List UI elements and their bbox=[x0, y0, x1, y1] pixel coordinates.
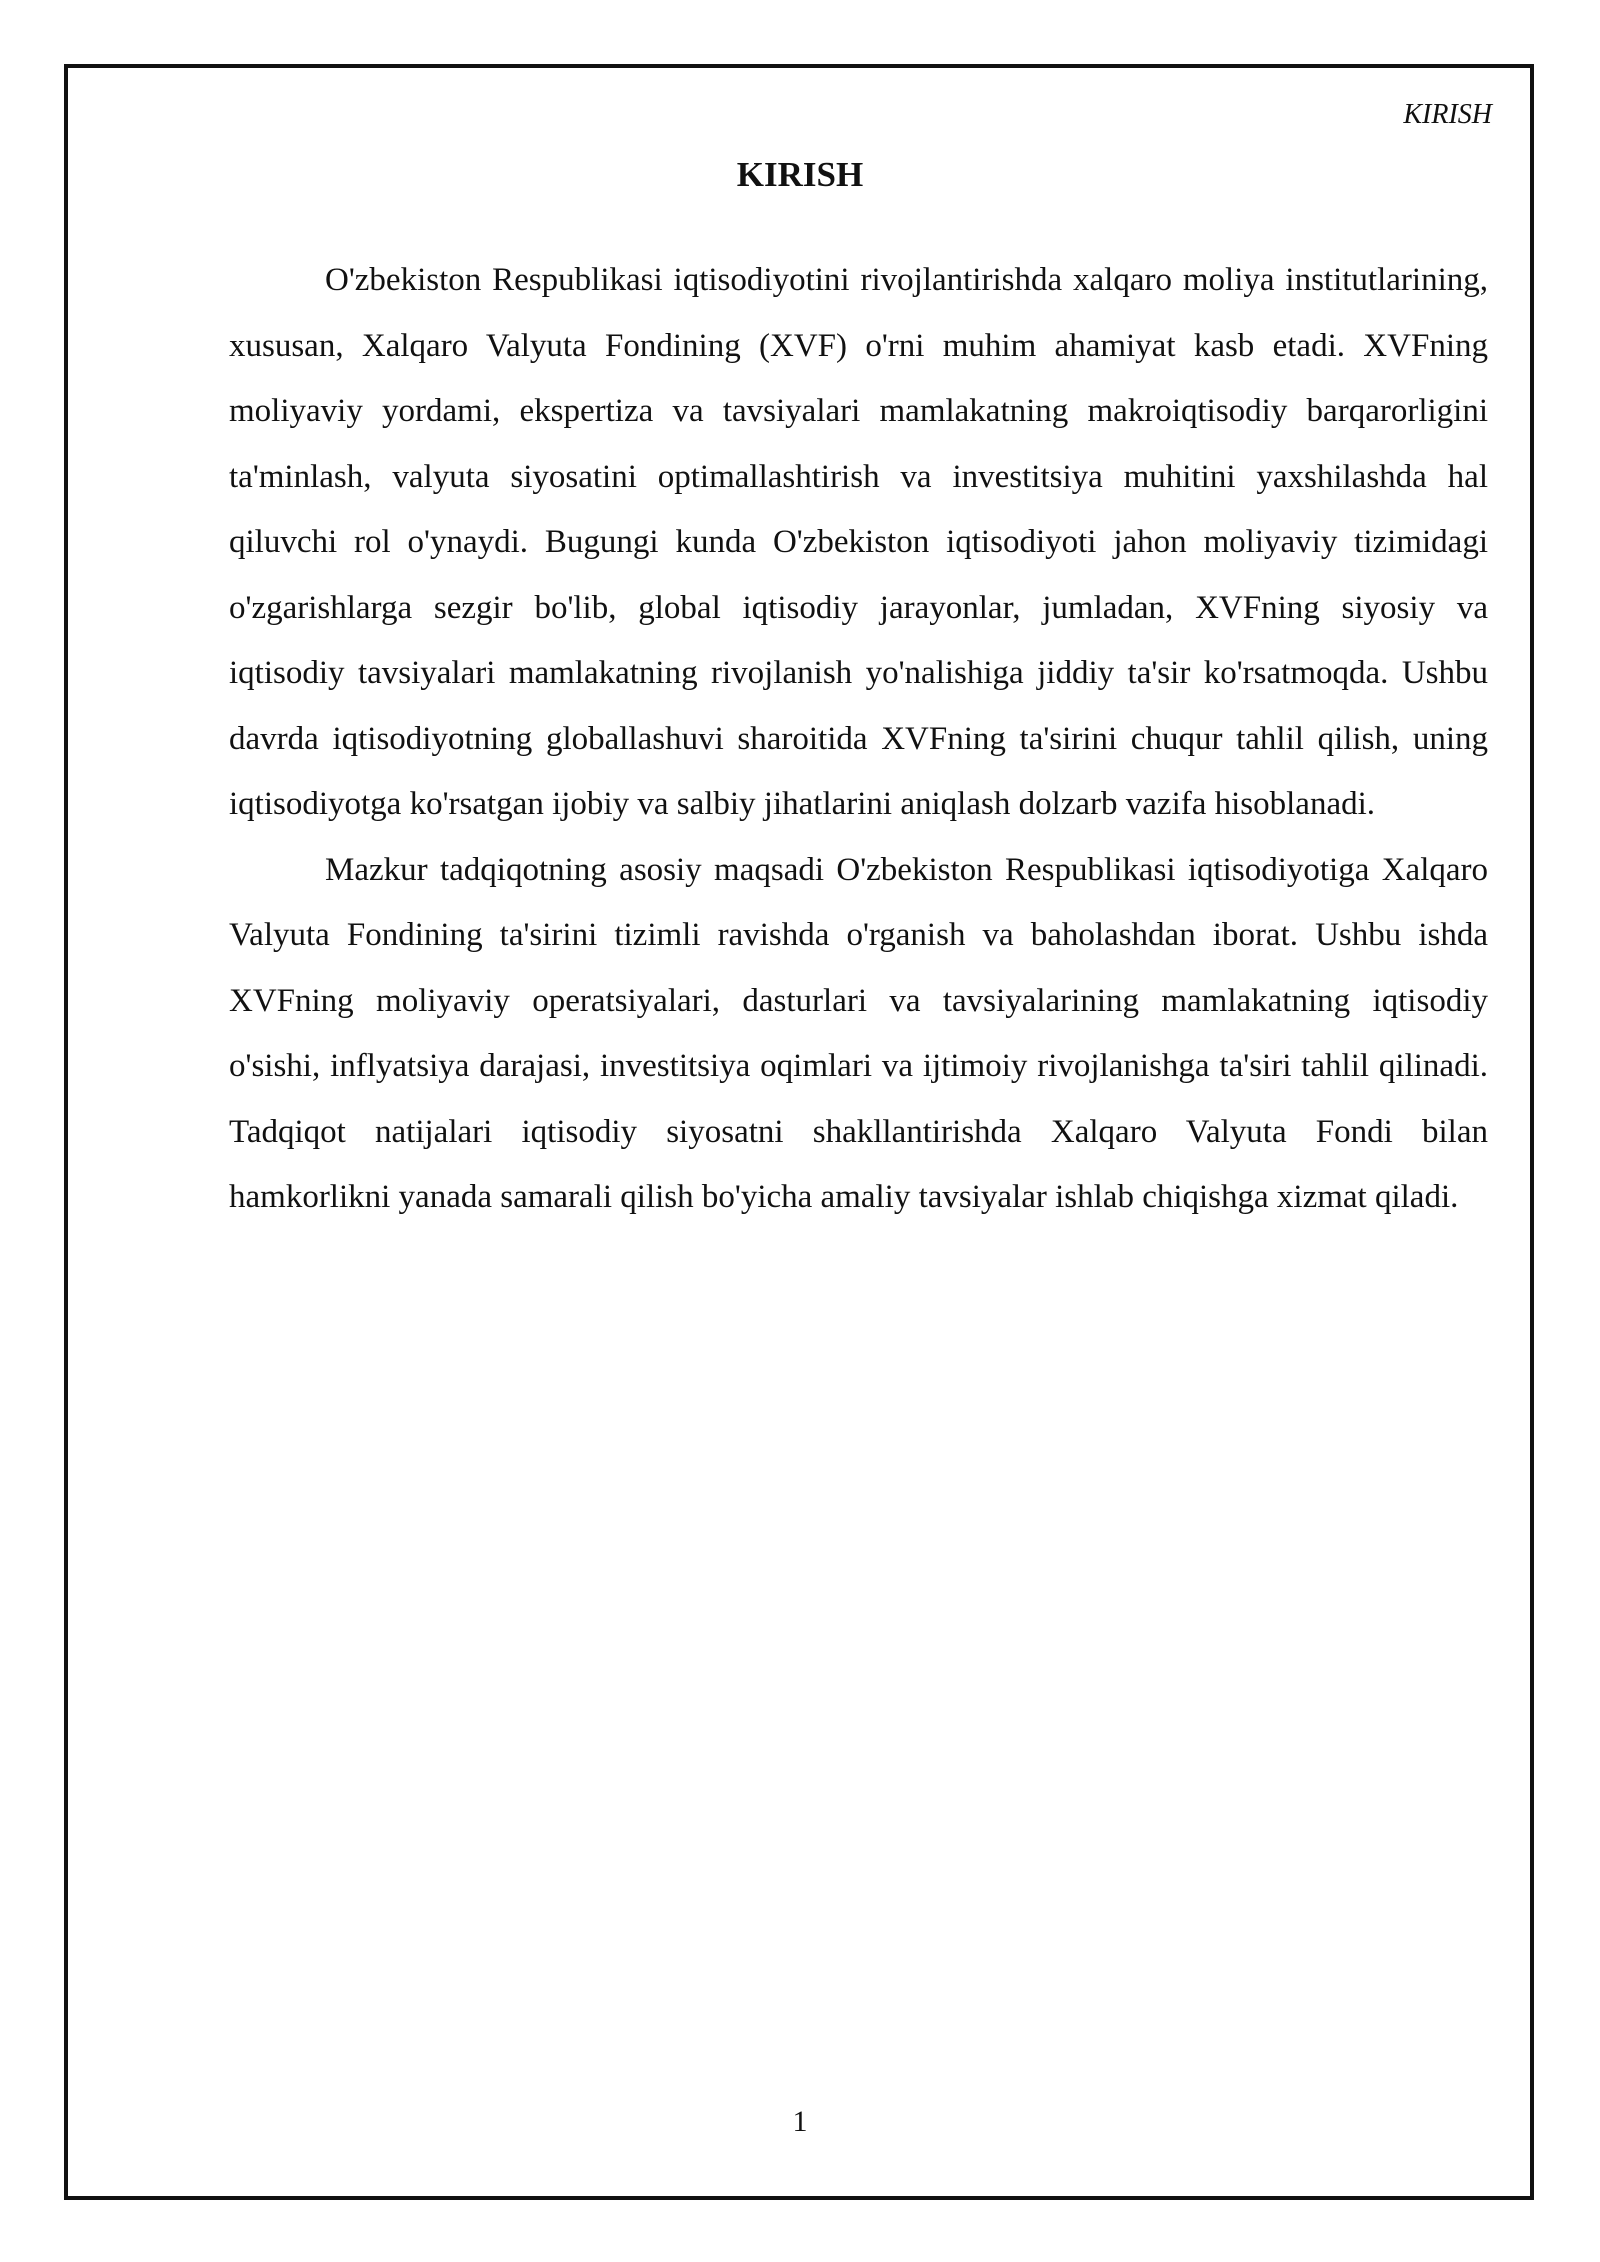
paragraph-2: Mazkur tadqiqotning asosiy maqsadi O'zbekiston Respublikasi iqtisodiyotiga Xalqaro Valyuta Fondining ta'sirini tizimli ravishda o'rganish va baholashdan iborat. Ushbu ishda XVFning moliyaviy operatsiyalari, dasturlari va tavsiyalarining mamlakatning iqtisodiy o'sishi, inflyatsiya darajasi, investitsiya oqimlari va ijtimoiy rivojlanishga ta'siri tahlil qilinadi. Tadqiqot natijalari iqtisodiy siyosatni shakllantirishda Xalqaro Valyuta Fondi bilan hamkorlikni yanada samarali qilish bo'yicha amaliy tavsiyalar ishlab chiqishga xizmat qiladi. bbox=[229, 851, 1488, 1215]
page-number: 1 bbox=[792, 2105, 808, 2138]
paragraph-1: O'zbekiston Respublikasi iqtisodiyotini rivojlantirishda xalqaro moliya institutlarining, xususan, Xalqaro Valyuta Fondining (XVF) o'rni muhim ahamiyat kasb etadi. XVFning moliyaviy yordami, ekspertiza va tavsiyalari mamlakatning makroiqtisodiy barqarorligini ta'minlash, valyuta siyosatini optimallashtirish va investitsiya muhitini yaxshilashda hal qiluvchi rol o'ynaydi. Bugungi kunda O'zbekiston iqtisodiyoti jahon moliyaviy tizimidagi o'zgarishlarga sezgir bo'lib, global iqtisodiy jarayonlar, jumladan, XVFning siyosiy va iqtisodiy tavsiyalari mamlakatning rivojlanish yo'nalishiga jiddiy ta'sir ko'rsatmoqda. Ushbu davrda iqtisodiyotning globallashuvi sharoitida XVFning ta'sirini chuqur tahlil qilish, uning iqtisodiyotga ko'rsatgan ijobiy va salbiy jihatlarini aniqlash dolzarb vazifa hisoblanadi. bbox=[229, 262, 1488, 822]
running-header: KIRISH bbox=[1403, 99, 1492, 130]
page-title: KIRISH bbox=[736, 155, 864, 194]
document-body bbox=[229, 248, 1488, 1231]
